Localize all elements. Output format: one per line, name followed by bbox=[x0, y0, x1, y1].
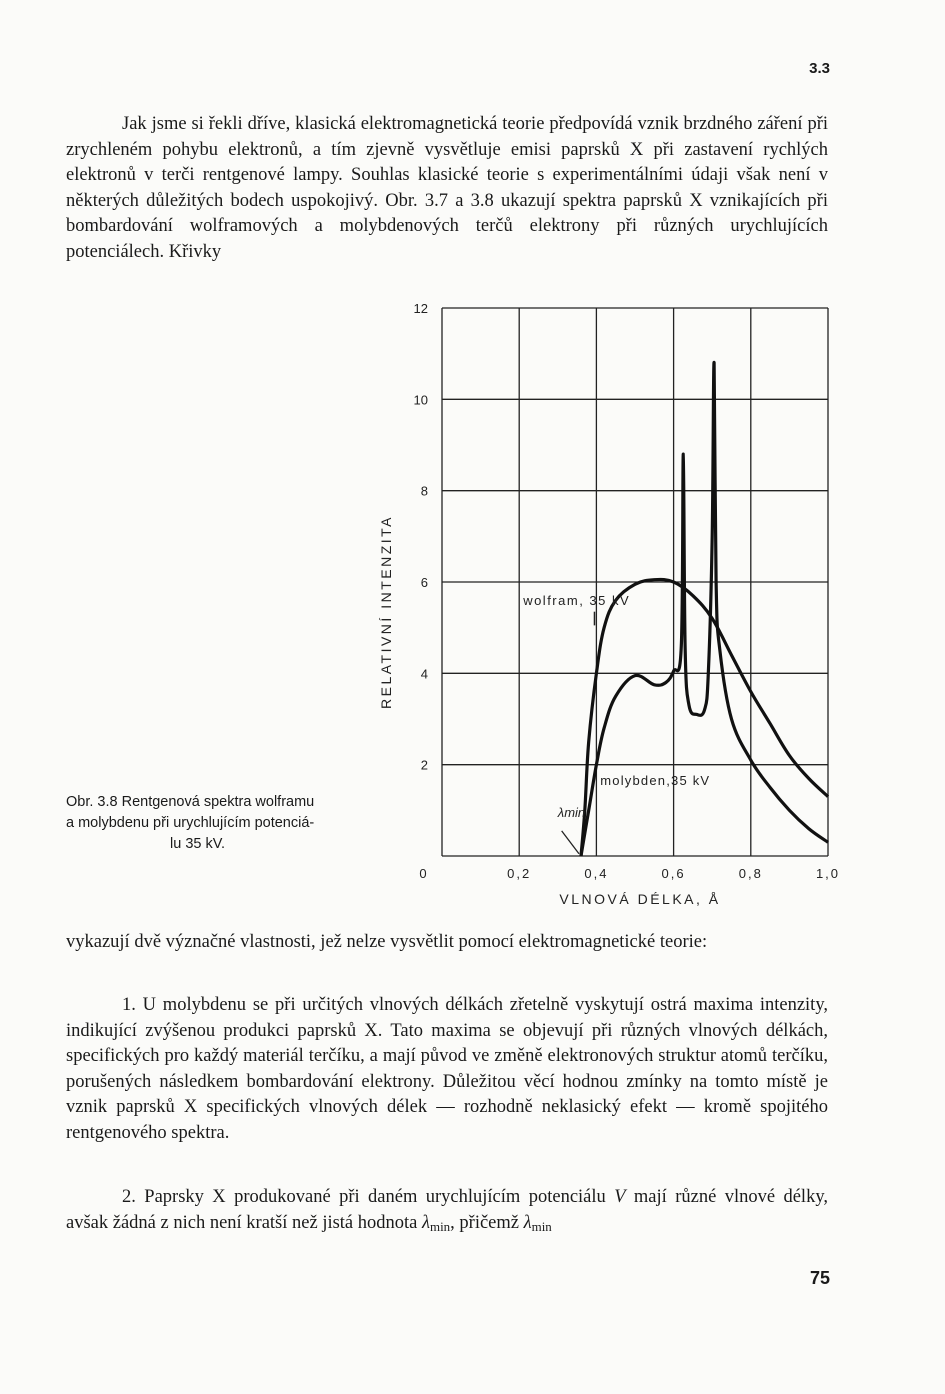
x-tick-label: 0,2 bbox=[507, 866, 532, 881]
y-tick-label: 10 bbox=[413, 392, 428, 408]
wolfram-curve bbox=[581, 579, 828, 856]
y-tick-label: 4 bbox=[420, 666, 428, 682]
paragraph-intro: Jak jsme si řekli dříve, klasická elektromagnetická teorie předpovídá vznik brzdného záření při zrychleném pohybu elektronů, a tím zjevně vysvětluje emisi paprsků X při zastavení rychlých elektronů v terči rentgenové lampy. Souhlas klasické teorie s experimentálními údaji však není v některých důležitých bodech uspokojivý. Obr. 3.7 a 3.8 ukazují spektra paprsků X vznikajících při bombardování wolframových a molybdenových terčů elektrony při různých urychlujících potenciálech. Křivky bbox=[66, 114, 828, 262]
lambda-min-arrow bbox=[562, 831, 579, 854]
caption-line-2: a molybdenu při urychlujícím potenciá- bbox=[66, 815, 315, 831]
x-tick-label: 1,0 bbox=[815, 866, 841, 881]
y-tick-label: 8 bbox=[420, 483, 428, 499]
x-tick-label: 0,8 bbox=[738, 866, 763, 881]
lambda-min-annotation: λmin bbox=[557, 805, 586, 821]
molybden-series-label: molybden,35 kV bbox=[600, 773, 711, 789]
lambda-symbol-2: λ bbox=[523, 1212, 532, 1233]
wolfram-series-label: wolfram, 35 kV bbox=[523, 592, 631, 608]
x-axis-label: VLNOVÁ DÉLKA, Å bbox=[559, 891, 721, 907]
page-number: 75 bbox=[809, 1268, 830, 1288]
x-tick-label: 0,6 bbox=[661, 866, 686, 881]
xray-spectrum-chart bbox=[370, 290, 850, 920]
p4-text-a: 2. Paprsky X produkované při daném urychlujícím potenciálu bbox=[122, 1187, 615, 1207]
p4-text-b: mají různé vlnové délky, avšak žádná z nich není kratší než jistá hodnota bbox=[66, 1187, 828, 1233]
y-axis-label: RELATIVNÍ INTENZITA bbox=[378, 515, 394, 709]
paragraph-point-2 bbox=[66, 1185, 828, 1239]
y-tick-label: 6 bbox=[420, 575, 428, 590]
paragraph-properties-intro: vykazují dvě význačné vlastnosti, jež nelze vysvětlit pomocí elektromagnetické teorie: bbox=[66, 932, 708, 952]
figure-caption bbox=[66, 792, 376, 855]
caption-line-3: lu 35 kV. bbox=[170, 836, 226, 852]
caption-line-1: Obr. 3.8 Rentgenová spektra wolframu bbox=[66, 794, 315, 810]
x-tick-label: 0,4 bbox=[584, 866, 609, 881]
lambda-min-subscript-2: min bbox=[531, 1218, 552, 1234]
x-tick-label: 0 bbox=[419, 866, 429, 881]
lambda-symbol: λ bbox=[422, 1212, 431, 1233]
potential-symbol: V bbox=[614, 1187, 626, 1207]
section-number: 3.3 bbox=[809, 60, 830, 77]
y-tick-label: 12 bbox=[413, 301, 428, 316]
lambda-min-subscript: min bbox=[430, 1218, 451, 1234]
p4-text-c: , přičemž bbox=[450, 1212, 524, 1233]
paragraph-point-1: 1. U molybdenu se při určitých vlnových délkách zřetelně vyskytují ostrá maxima intenzity, indikující zvýšenou produkci paprsků X. Tato maxima se objevují při různých vlnových délkách, specifických pro každý materiál terčíku, a mají původ ve změně elektronových struktur atomů terčíku, porušených následkem bombardování elektrony. Důležitou věcí hodnou zmínky na tomto místě je vznik paprsků X specifických vlnových délek — rozhodně neklasický efekt — kromě spojitého rentgenového spektra. bbox=[66, 995, 828, 1143]
y-tick-label: 2 bbox=[420, 757, 428, 773]
